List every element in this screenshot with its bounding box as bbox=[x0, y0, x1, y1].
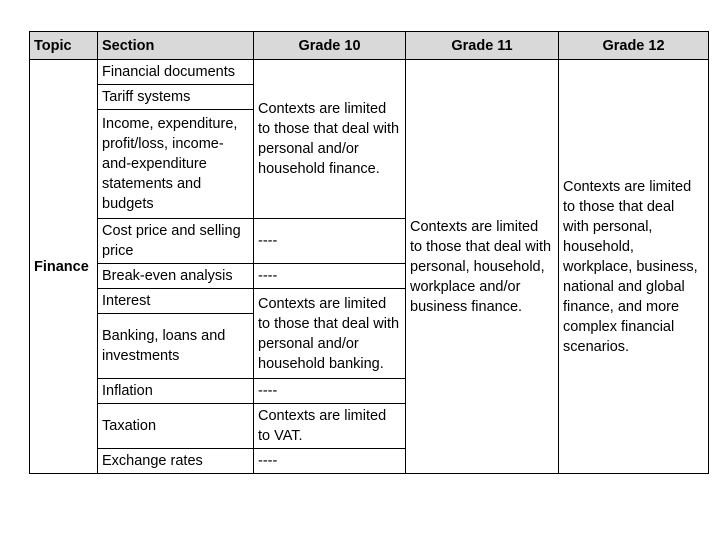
header-grade-12: Grade 12 bbox=[559, 32, 709, 60]
grade12-contexts: Contexts are limited to those that deal with personal, household, workplace, business, national and global finance, and more complex financial scenarios. bbox=[559, 60, 709, 474]
header-grade-10: Grade 10 bbox=[254, 32, 406, 60]
header-grade-11: Grade 11 bbox=[406, 32, 559, 60]
section-cost-price: Cost price and selling price bbox=[98, 219, 254, 264]
section-taxation: Taxation bbox=[98, 404, 254, 449]
section-break-even: Break-even analysis bbox=[98, 264, 254, 289]
header-row bbox=[30, 32, 709, 60]
grade10-cost-price: ---- bbox=[254, 219, 406, 264]
section-banking: Banking, loans and investments bbox=[98, 314, 254, 379]
section-financial-documents: Financial documents bbox=[98, 60, 254, 85]
grade10-break-even: ---- bbox=[254, 264, 406, 289]
section-interest: Interest bbox=[98, 289, 254, 314]
section-income-expenditure: Income, expenditure, profit/loss, income-and-expenditure statements and budgets bbox=[98, 110, 254, 219]
grade10-taxation: Contexts are limited to VAT. bbox=[254, 404, 406, 449]
header-section: Section bbox=[98, 32, 254, 60]
curriculum-table-wrapper bbox=[29, 31, 708, 474]
grade10-exchange-rates: ---- bbox=[254, 449, 406, 474]
grade11-contexts: Contexts are limited to those that deal with personal, household, workplace and/or business finance. bbox=[406, 60, 559, 474]
grade10-personal-banking: Contexts are limited to those that deal with personal and/or household banking. bbox=[254, 289, 406, 379]
curriculum-table bbox=[29, 31, 709, 474]
section-inflation: Inflation bbox=[98, 379, 254, 404]
table-row bbox=[30, 60, 709, 85]
topic-finance: Finance bbox=[30, 60, 98, 474]
header-topic: Topic bbox=[30, 32, 98, 60]
grade10-personal-finance: Contexts are limited to those that deal with personal and/or household finance. bbox=[254, 60, 406, 219]
section-exchange-rates: Exchange rates bbox=[98, 449, 254, 474]
section-tariff-systems: Tariff systems bbox=[98, 85, 254, 110]
grade10-inflation: ---- bbox=[254, 379, 406, 404]
